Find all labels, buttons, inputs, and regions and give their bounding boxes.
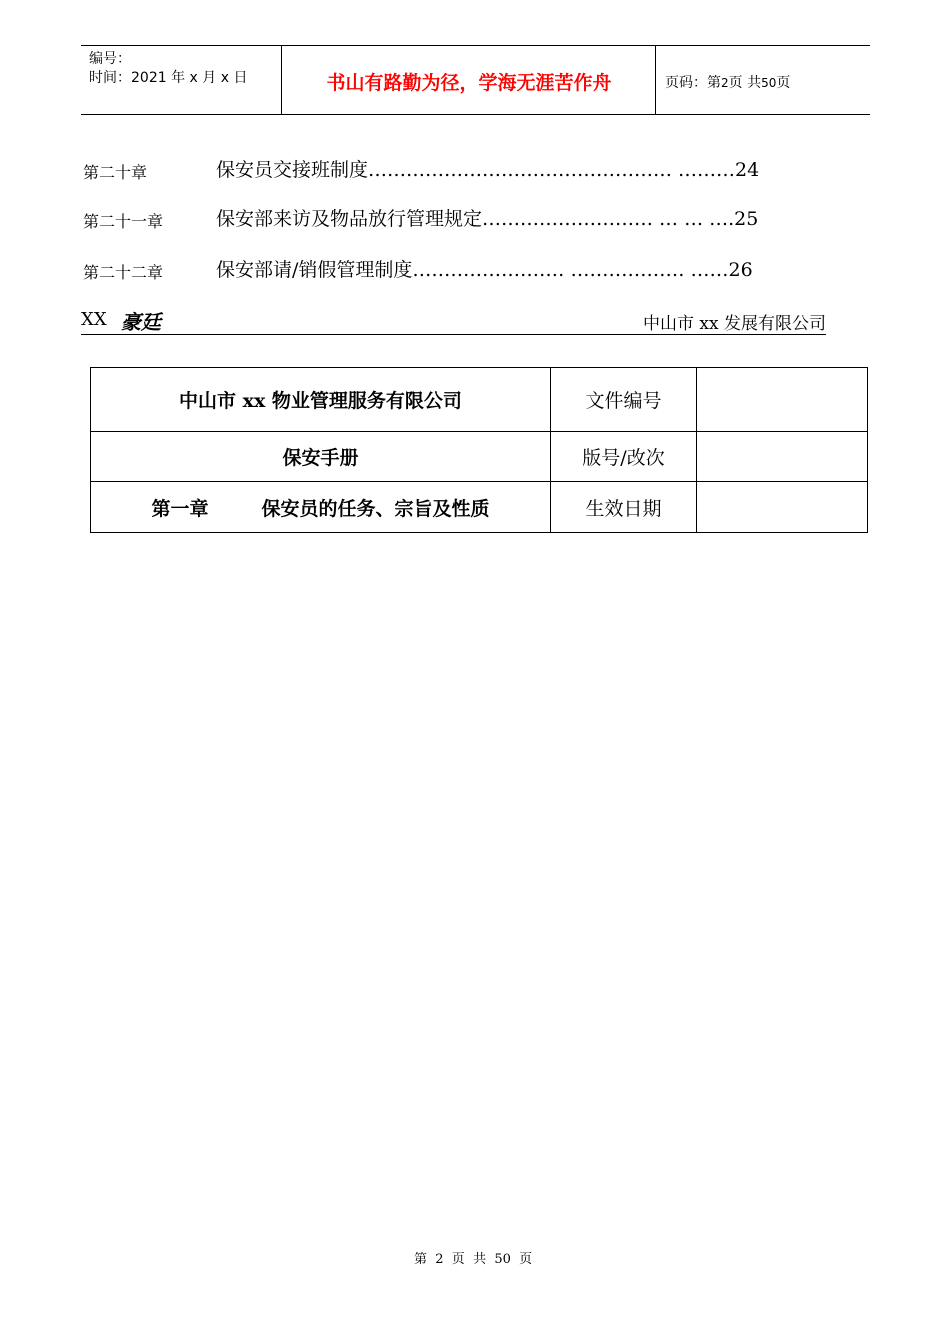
toc-title: 保安部来访及物品放行管理规定……………………… … … ….25: [216, 208, 759, 230]
date-label: 时间：2021 年 x 月 x 日: [89, 70, 248, 86]
company-cell: 中山市 xx 物业管理服务有限公司: [91, 368, 551, 432]
doc-no-label: 文件编号: [551, 368, 697, 432]
page-label: 页码：第: [665, 75, 721, 91]
header-meta: [89, 50, 247, 88]
header-motto: 书山有路勤为径，学海无涯苦作舟: [326, 72, 612, 94]
doc-no-value: [697, 368, 868, 432]
toc-chapter: 第二十一章: [83, 212, 164, 231]
toc-chapter: 第二十章: [83, 163, 148, 182]
toc-title: 保安部请/销假管理制度…………………… ……………… ……26: [216, 259, 753, 281]
company-name: 中山市 xx 发展有限公司: [643, 314, 826, 334]
table-row: [91, 482, 868, 533]
table-row: [91, 432, 868, 482]
running-header: [81, 306, 826, 335]
page-current: 2: [721, 76, 729, 90]
document-header: [81, 45, 870, 115]
toc-chapter: 第二十二章: [83, 263, 164, 282]
header-divider: [655, 46, 656, 114]
effective-label: 生效日期: [551, 482, 697, 533]
toc-entry: [83, 255, 863, 285]
toc-entry: [83, 204, 863, 234]
manual-cell: 保安手册: [91, 432, 551, 482]
effective-value: [697, 482, 868, 533]
toc-title: 保安员交接班制度………………………………………… ………24: [216, 159, 760, 181]
page-footer: 第 2 页 共 50 页: [414, 1252, 533, 1267]
brand-logo-text: 豪廷: [121, 310, 161, 334]
version-label: 版号/改次: [551, 432, 697, 482]
toc-entry: [83, 155, 863, 185]
page-mid: 页 共: [728, 75, 762, 91]
table-row: [91, 368, 868, 432]
number-label: 编号：: [89, 51, 131, 67]
chapter-cell: 第一章 保安员的任务、宗旨及性质: [91, 482, 551, 533]
document-control-table: [90, 367, 868, 533]
version-value: [697, 432, 868, 482]
page-suffix: 页: [776, 75, 791, 91]
page-total: 50: [761, 76, 777, 90]
header-page-info: [665, 72, 790, 92]
brand-latin: XX: [81, 309, 107, 330]
